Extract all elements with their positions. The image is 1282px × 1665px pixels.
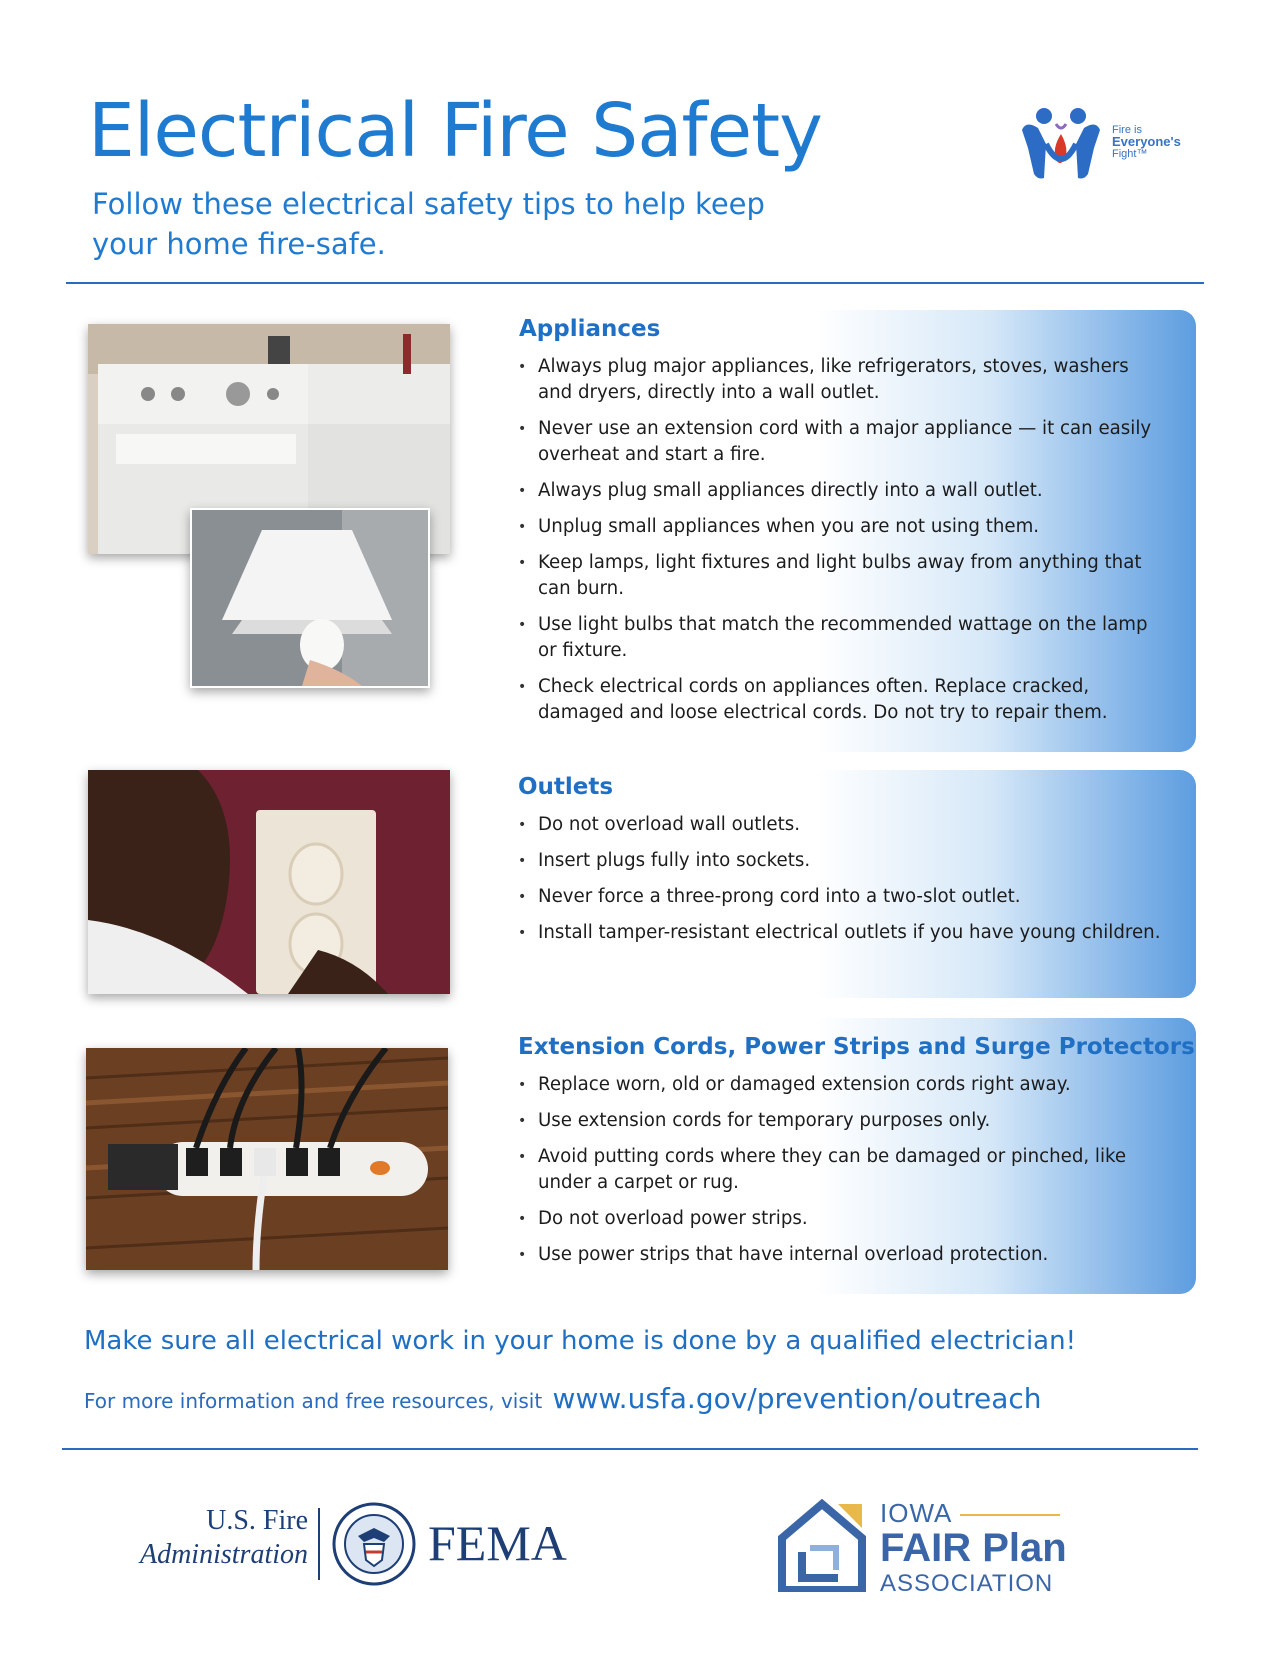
- power-strip-photo: [86, 1048, 448, 1270]
- house-logo-icon: [776, 1498, 868, 1592]
- iowa-fair-plan-logo: [776, 1496, 1096, 1596]
- page-title: Electrical Fire Safety: [88, 88, 822, 174]
- logo-line-3: Fight: [1112, 148, 1137, 160]
- list-item: • Install tamper-resistant electrical outlets if you have young children.: [516, 920, 1166, 946]
- usfa-line-1: U.S. Fire: [206, 1505, 308, 1536]
- list-item: • Use power strips that have internal overload protection.: [516, 1242, 1166, 1268]
- fema-wordmark: FEMA: [428, 1515, 567, 1571]
- more-info-prefix: For more information and free resources, visit: [84, 1389, 543, 1413]
- appliances-list: [516, 354, 1166, 736]
- list-item: • Do not overload wall outlets.: [516, 812, 1166, 838]
- more-info-line: [84, 1382, 1042, 1415]
- dhs-seal-icon: [332, 1502, 416, 1586]
- usfa-line-2: Administration: [139, 1539, 308, 1570]
- logo-line-2: Everyone's: [1112, 134, 1181, 149]
- fire-is-everyones-fight-logo: [1016, 104, 1206, 184]
- logo-separator: [318, 1508, 320, 1580]
- child-outlet-photo: [88, 770, 450, 994]
- extension-cords-heading: Extension Cords, Power Strips and Surge Protectors: [518, 1034, 1195, 1060]
- electrician-callout: Make sure all electrical work in your home is done by a qualified electrician!: [84, 1326, 1076, 1356]
- outlets-list: [516, 812, 1166, 956]
- list-item: • Insert plugs fully into sockets.: [516, 848, 1166, 874]
- list-item: • Keep lamps, light fixtures and light bulbs away from anything that can burn.: [516, 550, 1166, 602]
- list-item: • Use extension cords for temporary purposes only.: [516, 1108, 1166, 1134]
- fair-plan-label: FAIR Plan: [880, 1526, 1067, 1570]
- footer-divider: [62, 1448, 1198, 1450]
- list-item: • Avoid putting cords where they can be damaged or pinched, like under a carpet or rug.: [516, 1144, 1166, 1196]
- outlets-heading: Outlets: [518, 774, 614, 800]
- header-divider: [66, 282, 1204, 284]
- appliances-heading: Appliances: [519, 316, 661, 342]
- logo-trademark: ™: [1136, 148, 1148, 160]
- list-item: • Always plug small appliances directly into a wall outlet.: [516, 478, 1166, 504]
- lamp-bulb-photo: [190, 508, 430, 688]
- extension-cords-list: [516, 1072, 1166, 1278]
- list-item: • Replace worn, old or damaged extension cords right away.: [516, 1072, 1166, 1098]
- iowa-gold-rule: [960, 1514, 1060, 1516]
- iowa-label: IOWA: [880, 1498, 953, 1528]
- outreach-link[interactable]: www.usfa.gov/prevention/outreach: [552, 1382, 1042, 1415]
- list-item: • Check electrical cords on appliances often. Replace cracked, damaged and loose electrical cords. Do not try to repair them.: [516, 674, 1166, 726]
- list-item: • Always plug major appliances, like refrigerators, stoves, washers and dryers, directly into a wall outlet.: [516, 354, 1166, 406]
- list-item: • Never force a three-prong cord into a two-slot outlet.: [516, 884, 1166, 910]
- usfa-fema-logo: [60, 1500, 567, 1590]
- list-item: • Unplug small appliances when you are not using them.: [516, 514, 1166, 540]
- association-label: ASSOCIATION: [880, 1570, 1054, 1597]
- page-subtitle: Follow these electrical safety tips to help keep your home fire-safe.: [92, 187, 765, 261]
- list-item: • Use light bulbs that match the recommended wattage on the lamp or fixture.: [516, 612, 1166, 664]
- list-item: • Do not overload power strips.: [516, 1206, 1166, 1232]
- logo-line-1: Fire is: [1112, 124, 1142, 136]
- family-flame-icon: [1016, 104, 1106, 182]
- list-item: • Never use an extension cord with a major appliance — it can easily overheat and start a fire.: [516, 416, 1166, 468]
- usfa-wordmark: [140, 1504, 308, 1572]
